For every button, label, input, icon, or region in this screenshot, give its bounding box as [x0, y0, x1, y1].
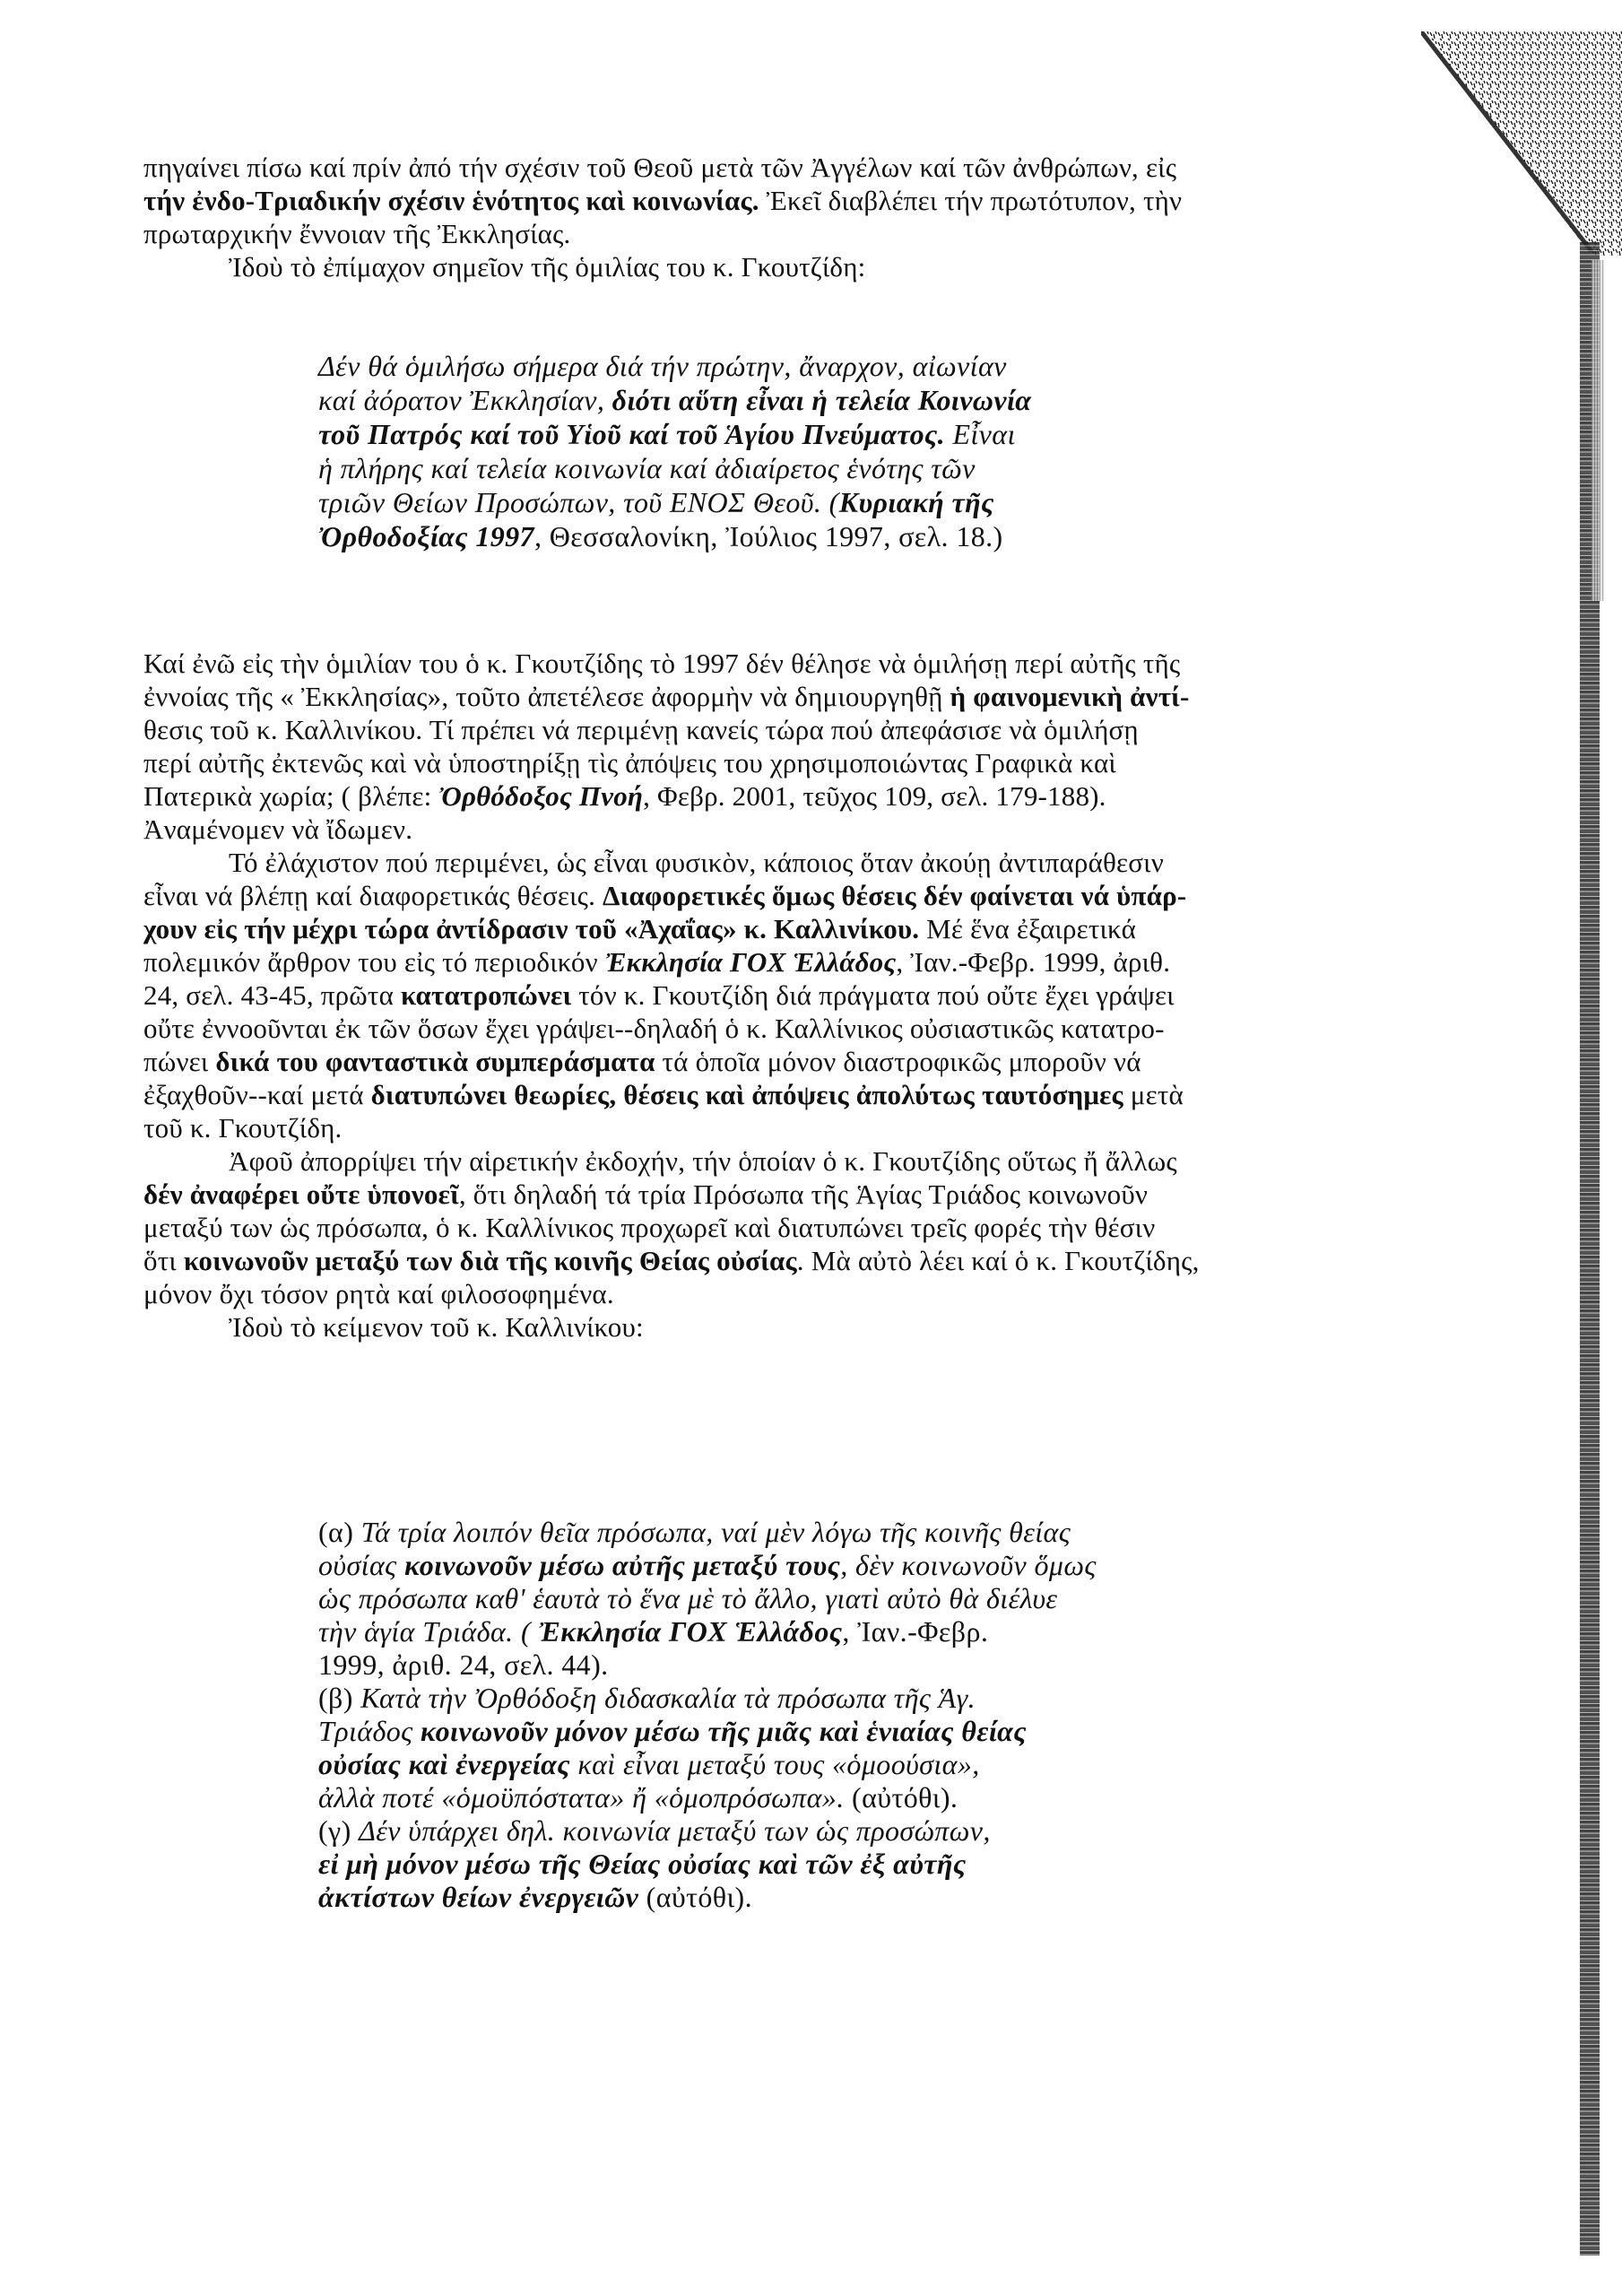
- text-line: [143, 912, 1136, 945]
- bold-italic-span: εἰ μὴ μόνον μέσω τῆς Θείας οὐσίας καὶ τῶν ἐξ αὐτῆς: [318, 1848, 967, 1880]
- italic-span: Δέν ὑπάρχει δηλ. κοινωνία μεταξύ των ὡς προσώπων,: [359, 1814, 991, 1847]
- text-line: [143, 813, 412, 846]
- text-span: τά ὁποῖα μόνον διαστροφικῶς μποροῦν νά: [655, 1046, 1141, 1077]
- text-line: [318, 1814, 991, 1848]
- text-line: [318, 1648, 609, 1682]
- text-span: Πατερικὰ χωρία; ( βλέπε:: [143, 780, 439, 812]
- text-line: [143, 1012, 1165, 1045]
- text-line: [143, 1045, 1141, 1078]
- text-span: ὅτι: [143, 1245, 184, 1276]
- text-line: [318, 384, 1031, 417]
- text-span: τόν κ. Γκουτζίδη διά πράγματα πού οὔτε ἔχει γράψει: [571, 979, 1175, 1011]
- italic-span: ἡ πλήρης καί τελεία κοινωνία καί ἀδιαίρετος ἑνότης τῶν: [318, 452, 976, 484]
- text-line: πρωταρχικήν ἔννοιαν τῆς Ἐκκλησίας.: [143, 218, 571, 249]
- text-line: [143, 945, 1170, 978]
- text-span: Ἀφοῦ ἀπορρίψει τήν αἱρετικήν ἐκδοχήν, τήν ὁποίαν ὁ κ. Γκουτζίδης οὕτως ἤ ἄλλως: [229, 1145, 1177, 1177]
- bold-span: διατυπώνει θεωρίες, θέσεις καὶ ἀπόψεις ἀπολύτως ταυτόσημες: [370, 1079, 1123, 1110]
- bold-span: τήν ἐνδο-Τριαδικήν σχέσιν ἑνότητος καὶ κοινωνίας.: [143, 185, 759, 216]
- text-span: πώνει: [143, 1046, 216, 1077]
- bold-italic-span: κοινωνοῦν μόνον μέσω τῆς μιᾶς καὶ ἑνιαίας θείας: [420, 1715, 1027, 1747]
- text-line: [143, 1244, 1200, 1277]
- text-span: , Ἰαν.-Φεβρ.: [842, 1615, 989, 1648]
- text-line: [143, 779, 1106, 813]
- text-line: [318, 1615, 988, 1648]
- text-line: [143, 1078, 1184, 1111]
- text-line: [143, 1211, 1155, 1244]
- text-line: [143, 746, 1116, 779]
- bold-italic-span: κοινωνοῦν μέσω αὐτῆς μεταξύ τους: [403, 1549, 841, 1581]
- text-line: [143, 680, 1190, 713]
- text-span: (αὐτόθι).: [844, 1781, 958, 1813]
- bold-italic-span: διότι αὕτη εἶναι ἡ τελεία Κοινωνία: [612, 384, 1032, 416]
- text-line: [318, 1748, 980, 1781]
- text-span: ἐξαχθοῦν--καί μετά: [143, 1079, 371, 1110]
- text-span: μετὰ: [1123, 1079, 1184, 1110]
- text-line: Ἰδοὺ τὸ κείμενον τοῦ κ. Καλλινίκου:: [229, 1311, 644, 1343]
- text-span: 24, σελ. 43-45, πρῶτα: [143, 979, 401, 1011]
- italic-span: ἀλλὰ ποτέ «ὁμοϋπόστατα» ἤ «ὁμοπρόσωπα».: [318, 1781, 845, 1813]
- italic-span: Τριάδος: [318, 1715, 421, 1747]
- bold-italic-span: Κυριακή τῆς: [838, 486, 994, 518]
- text-span: τοῦ κ. Γκουτζίδη.: [143, 1112, 343, 1144]
- text-line: [318, 1715, 1027, 1748]
- bold-italic-span: ἀκτίστων θείων ἐνεργειῶν: [318, 1881, 639, 1913]
- italic-span: οὐσίας: [318, 1549, 404, 1581]
- text-span: (β): [318, 1682, 361, 1714]
- text-span: , Φεβρ. 2001, τεῦχος 109, σελ. 179-188).: [643, 780, 1106, 812]
- text-span: εἶναι νά βλέπῃ καί διαφορετικάς θέσεις.: [143, 880, 603, 911]
- text-line: [318, 350, 1007, 383]
- text-line: [318, 486, 994, 519]
- text-line: [143, 184, 1182, 217]
- italic-span: Εἶναι: [945, 418, 1016, 450]
- italic-span: τριῶν Θείων Προσώπων, τοῦ ΕΝΟΣ Θεοῦ. (: [318, 486, 839, 518]
- text-line: [318, 1848, 967, 1881]
- bold-italic-span: Ὀρθόδοξος Πνοή: [438, 780, 644, 812]
- text-span: θεσις τοῦ κ. Καλλινίκου. Τί πρέπει νά περιμένῃ κανείς τώρα πού ἀπεφάσισε νὰ ὁμιλήσῃ: [143, 714, 1139, 745]
- text-span: Ἀναμένομεν νὰ ἴδωμεν.: [143, 813, 413, 845]
- text-line: [318, 1516, 1071, 1549]
- italic-span: τὴν ἁγία Τριάδα. (: [318, 1615, 539, 1648]
- text-line: [318, 1582, 1057, 1615]
- text-line: [318, 452, 976, 485]
- text-span: , Ἰαν.-Φεβρ. 1999, ἀριθ.: [896, 946, 1171, 978]
- text-span: , ὅτι δηλαδή τά τρία Πρόσωπα τῆς Ἁγίας Τριάδος κοινωνοῦν: [458, 1178, 1149, 1210]
- text-span: (αὐτόθι).: [638, 1881, 752, 1913]
- text-span: μεταξύ των ὡς πρόσωπα, ὁ κ. Καλλίνικος προχωρεῖ καὶ διατυπώνει τρεῖς φορές τὴν θέσιν: [143, 1212, 1156, 1243]
- bold-italic-span: Ἐκκλησία ΓΟΧ Ἑλλάδος: [538, 1615, 843, 1648]
- text-line: [143, 879, 1186, 912]
- text-line: [318, 418, 1016, 451]
- italic-span: Δέν θά ὁμιλήσω σήμερα διά τήν πρώτην, ἄναρχον, αἰωνίαν: [318, 350, 1007, 382]
- text-line: [318, 1549, 1097, 1582]
- italic-span: , δὲν κοινωνοῦν ὅμως: [840, 1549, 1097, 1581]
- text-span: οὔτε ἐννοοῦνται ἐκ τῶν ὅσων ἔχει γράψει--δηλαδή ὁ κ. Καλλίνικος οὐσιαστικῶς κατατρο-: [143, 1013, 1165, 1044]
- bold-span: Διαφορετικές ὅμως θέσεις δέν φαίνεται νά ὑπάρ-: [603, 880, 1187, 911]
- text-line: πηγαίνει πίσω καί πρίν ἀπό τήν σχέσιν τοῦ Θεοῦ μετὰ τῶν Ἀγγέλων καί τῶν ἀνθρώπων, εἰς: [143, 152, 1177, 183]
- text-span: Μέ ἕνα ἐξαιρετικά: [919, 913, 1137, 944]
- text-span: . Μὰ αὐτὸ λέει καί ὁ κ. Γκουτζίδης,: [796, 1245, 1200, 1276]
- text-line: [143, 978, 1175, 1012]
- italic-span: ὡς πρόσωπα καθ' ἑαυτὰ τὸ ἕνα μὲ τὸ ἄλλο, γιατὶ αὐτὸ θὰ διέλυε: [318, 1582, 1058, 1614]
- text-span: μόνον ὄχι τόσον ρητὰ καί φιλοσοφημένα.: [143, 1278, 614, 1309]
- italic-span: Τά τρία λοιπόν θεῖα πρόσωπα, ναί μὲν λόγω τῆς κοινῆς θείας: [360, 1516, 1071, 1548]
- bold-span: κατατροπώνει: [400, 979, 572, 1011]
- text-span: ἐννοίας τῆς « Ἐκκλησίας», τοῦτο ἀπετέλεσε ἀφορμὴν νὰ δημιουργηθῇ: [143, 681, 950, 712]
- bold-span: δικά του φανταστικὰ συμπεράσματα: [215, 1046, 655, 1077]
- text-span: πολεμικόν ἄρθρον του εἰς τό περιοδικόν: [143, 946, 605, 978]
- text-line: [318, 1781, 958, 1814]
- bold-span: δέν ἀναφέρει οὔτε ὑπονοεῖ: [143, 1178, 459, 1210]
- text-span: (γ): [318, 1814, 360, 1847]
- text-span: 1999, ἀριθ. 24, σελ. 44).: [318, 1648, 609, 1681]
- bold-span: κοινωνοῦν μεταξύ των διὰ τῆς κοινῆς Θείας οὐσίας: [183, 1245, 797, 1276]
- text-span: Καί ἐνῶ εἰς τὴν ὁμιλίαν του ὁ κ. Γκουτζίδης τὸ 1997 δέν θέλησε νὰ ὁμιλήσῃ περί αὐτῆς τῆς: [143, 648, 1181, 679]
- bold-italic-span: Ὀρθοδοξίας 1997: [318, 520, 534, 552]
- italic-span: καί ἀόρατον Ἐκκλησίαν,: [318, 384, 612, 416]
- text-line: [318, 520, 1003, 553]
- italic-span: καὶ εἶναι μεταξύ τους «ὁμοούσια»,: [569, 1748, 980, 1780]
- right-scan-edge-noise: [1592, 260, 1604, 601]
- text-span: (α): [318, 1516, 361, 1548]
- text-line: [229, 846, 1164, 879]
- italic-span: Κατὰ τὴν Ὀρθόδοξη διδασκαλία τὰ πρόσωπα τῆς Ἁγ.: [360, 1682, 976, 1714]
- text-span: Ἐκεῖ διαβλέπει τήν πρωτότυπον, τὴν: [759, 185, 1183, 216]
- folded-corner-artifact: [1421, 31, 1622, 256]
- text-line: [318, 1682, 976, 1715]
- bold-italic-span: οὐσίας καὶ ἐνεργείας: [318, 1748, 570, 1780]
- text-line: [143, 1178, 1148, 1211]
- text-span: περί αὐτῆς ἐκτενῶς καὶ νὰ ὑποστηρίξῃ τὶς ἀπόψεις του χρησιμοποιώντας Γραφικὰ καὶ: [143, 747, 1116, 778]
- bold-italic-span: τοῦ Πατρός καί τοῦ Υἱοῦ καί τοῦ Ἁγίου Πνεύματος.: [318, 418, 946, 450]
- text-line: [229, 1144, 1177, 1178]
- bold-span: χουν εἰς τήν μέχρι τώρα ἀντίδρασιν τοῦ «Ἀχαΐας» κ. Καλλινίκου.: [143, 913, 920, 944]
- text-span: , Θεσσαλονίκη, Ἰούλιος 1997, σελ. 18.): [533, 520, 1003, 552]
- text-line: [318, 1881, 752, 1914]
- text-line: [143, 1277, 614, 1310]
- bold-italic-span: Ἐκκλησία ΓΟΧ Ἑλλάδος: [604, 946, 897, 978]
- text-line: [143, 713, 1139, 746]
- bold-span: ἡ φαινομενικὴ ἀντί-: [950, 681, 1190, 712]
- text-line: Ἰδοὺ τὸ ἐπίμαχον σημεῖον τῆς ὁμιλίας του κ. Γκουτζίδη:: [229, 251, 866, 283]
- text-span: Τό ἐλάχιστον πού περιμένει, ὡς εἶναι φυσικὸν, κάποιος ὅταν ἀκούῃ ἀντιπαράθεσιν: [229, 847, 1164, 878]
- text-line: [143, 647, 1180, 680]
- text-line: [143, 1111, 343, 1144]
